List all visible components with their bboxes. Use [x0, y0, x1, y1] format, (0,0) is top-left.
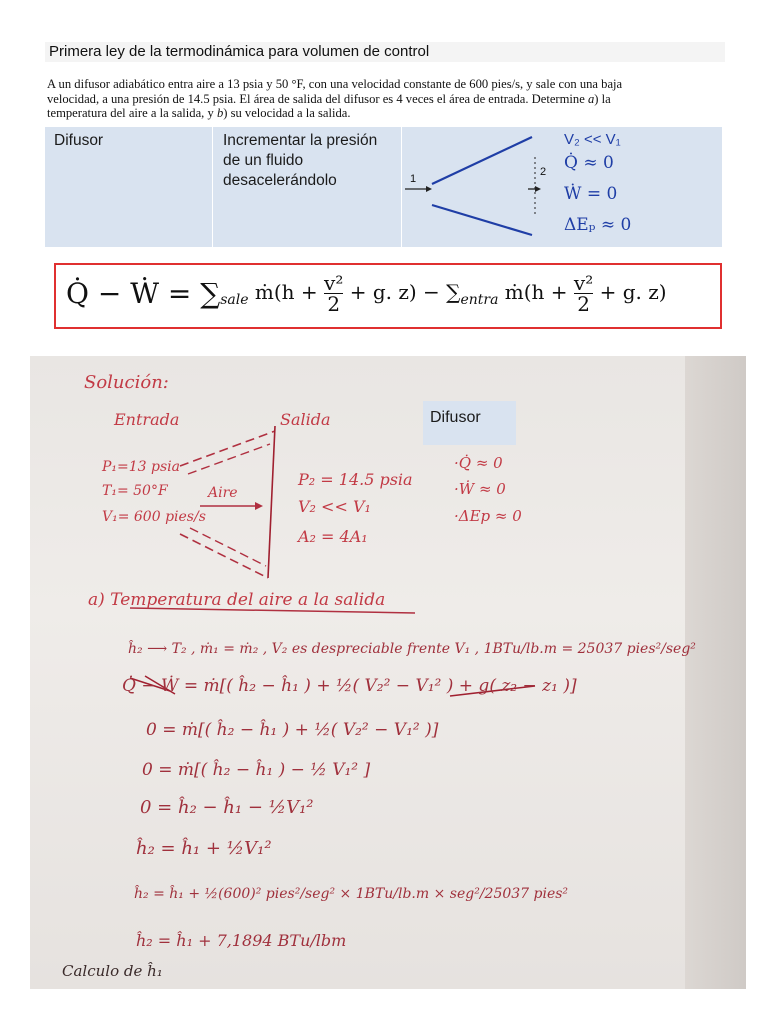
note-line-1: ĥ₂ ⟶ T₂ , ṁ₁ = ṁ₂ , V₂ es despreciable frente V₁ , 1BTu/lb.m = 25037 pies²/seg² — [128, 641, 696, 657]
note-line-9: Calculo de ĥ₁ — [62, 962, 163, 980]
device-description: Incrementar la presión de un fluido desacelerándolo — [223, 132, 378, 189]
outlet-label: 2 — [540, 166, 547, 178]
note-aire: Aire — [208, 485, 238, 501]
note-p1: P₁=13 psia — [102, 459, 180, 475]
note-salida: Salida — [280, 410, 331, 429]
statement-line-3: temperatura del aire a la salida, y b) su velocidad a la salida. — [47, 106, 351, 120]
difusor-card — [423, 401, 516, 445]
statement-line-1: A un difusor adiabático entra aire a 13 psia y 50 °F, con una velocidad constante de 600 pies/s, y sale con una baja — [47, 77, 623, 91]
cond-velocity: V₂ << V₁ — [564, 131, 621, 148]
diffuser-lower-wall — [432, 205, 532, 235]
energy-equation-box — [54, 263, 722, 329]
note-line-3: 0 = ṁ[( ĥ₂ − ĥ₁ ) + ½( V₂² − V₁² )] — [146, 720, 439, 740]
diffuser-upper-wall — [432, 137, 532, 184]
note-solucion: Solución: — [84, 372, 169, 393]
note-cond-work: ·Ẇ ≈ 0 — [454, 480, 506, 498]
note-part-a: a) Temperatura del aire a la salida — [88, 590, 386, 610]
problem-statement — [47, 77, 737, 121]
outlet-arrow-head — [535, 186, 541, 192]
inlet-label: 1 — [410, 173, 417, 185]
diffuser-diagram — [402, 127, 552, 247]
note-line-4: 0 = ṁ[( ĥ₂ − ĥ₁ ) − ½ V₁² ] — [142, 760, 371, 780]
note-cond-potential: ·ΔEp ≈ 0 — [454, 507, 522, 525]
handwritten-solution-photo — [30, 356, 746, 989]
note-cond-heat: ·Q̇ ≈ 0 — [454, 454, 503, 472]
note-v1: V₁= 600 pies/s — [102, 509, 206, 525]
cond-potential: ΔEₚ ≈ 0 — [564, 215, 632, 235]
difusor-card-label: Difusor — [430, 409, 481, 426]
note-line-2: Q̇ − Ẇ = ṁ[( ĥ₂ − ĥ₁ ) + ½( V₂² − V₁² ) + g( z₂ − z₁ )] — [122, 676, 577, 696]
device-cell — [45, 127, 213, 247]
statement-line-2: velocidad, a una presión de 14.5 psia. El área de salida del difusor es 4 veces el área de entrada. Determine a) la — [47, 91, 611, 106]
conditions-cell — [552, 127, 722, 247]
device-name: Difusor — [54, 132, 104, 149]
sketch-lower-wall-outer — [180, 534, 268, 578]
note-entrada: Entrada — [114, 410, 180, 429]
device-table — [45, 127, 722, 247]
page-title: Primera ley de la termodinámica para volumen de control — [49, 43, 430, 60]
note-line-5: 0 = ĥ₂ − ĥ₁ − ½V₁² — [140, 797, 314, 818]
sketch-air-arrow-head — [255, 502, 263, 510]
description-cell — [213, 127, 402, 247]
note-v2: V₂ << V₁ — [298, 497, 371, 516]
energy-equation: Q̇ − Ẇ = $\sum_{sale}$ ṁ(h + $\frac{\text{v²}}{2}$ + g. $z) - \sum_{entra}$ ṁ(h + $\frac{\text{v²}}{2}$ + g. z) — [66, 271, 667, 316]
diffuser-diagram-cell — [402, 127, 552, 247]
cond-work: Ẇ = 0 — [564, 184, 618, 204]
note-line-8: ĥ₂ = ĥ₁ + 7,1894 BTu/lbm — [136, 931, 347, 950]
note-p2: P₂ = 14.5 psia — [298, 470, 413, 489]
sketch-upper-wall-outer — [180, 431, 275, 466]
note-a2: A₂ = 4A₁ — [298, 527, 368, 546]
cond-heat: Q̇ ≈ 0 — [564, 153, 614, 173]
inlet-arrow-head — [426, 186, 432, 192]
note-t1: T₁= 50°F — [102, 483, 168, 499]
note-line-6: ĥ₂ = ĥ₁ + ½V₁² — [136, 838, 272, 859]
sketch-outlet-line — [268, 426, 275, 578]
sketch-lower-wall-inner — [190, 528, 266, 566]
note-line-7: ĥ₂ = ĥ₁ + ½(600)² pies²/seg² × 1BTu/lb.m × seg²/25037 pies² — [134, 886, 569, 902]
